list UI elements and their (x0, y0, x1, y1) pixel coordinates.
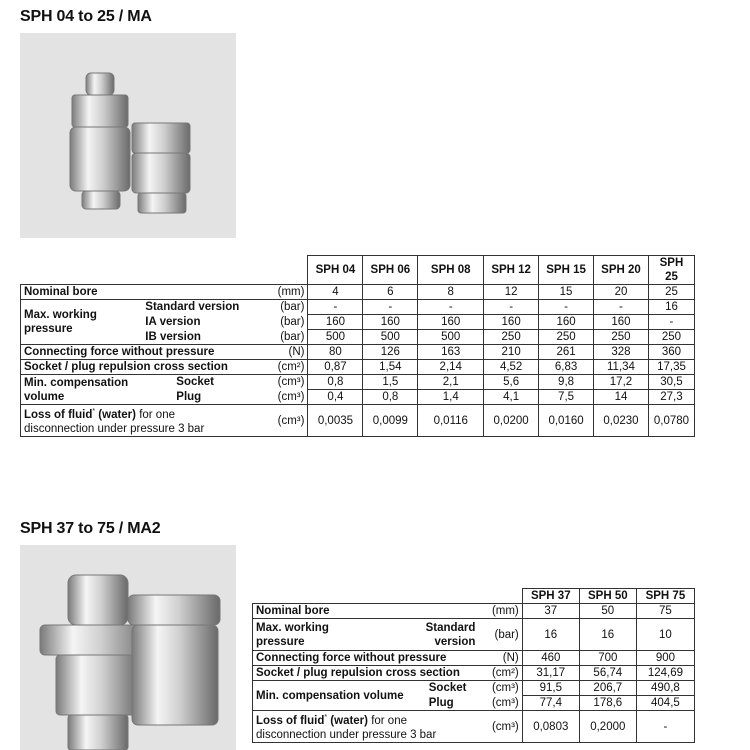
table-row: Loss of fluid* (water) for one disconnection under pressure 3 bar (cm³) 0,0803 0,2000 - (253, 711, 695, 743)
table-row: Plug (cm³) 77,4 178,6 404,5 (253, 696, 695, 711)
section2-product-photo (20, 545, 236, 750)
table-row: Socket / plug repulsion cross section (cm²) 0,87 1,54 2,14 4,52 6,83 11,34 17,35 (21, 360, 695, 375)
table-row: Min. compensation volume Socket (cm³) 0,8 1,5 2,1 5,6 9,8 17,2 30,5 (21, 375, 695, 390)
sub-row-label: Standard version (142, 300, 244, 315)
row-unit: (mm) (244, 285, 308, 300)
table-row: Connecting force without pressure (N) 80 126 163 210 261 328 360 (21, 345, 695, 360)
column-header: SPH 04 (308, 256, 363, 285)
table-row: Max. working pressure Standard version (bar) - - - - - - 16 (21, 300, 695, 315)
sub-row-label: Socket (142, 375, 244, 390)
sub-row-label: Plug (426, 696, 479, 711)
row-label: Loss of fluid* (water) for one disconnection under pressure 3 bar (21, 405, 245, 437)
coupling-illustration (20, 545, 236, 750)
row-label: Socket / plug repulsion cross section (253, 666, 479, 681)
row-label: Min. compensation volume (21, 375, 143, 405)
row-label: Nominal bore (253, 604, 479, 619)
table-row: Socket / plug repulsion cross section (cm²) 31,17 56,74 124,69 (253, 666, 695, 681)
row-label: Loss of fluid* (water) for one disconnection under pressure 3 bar (253, 711, 479, 743)
column-header: SPH 20 (594, 256, 649, 285)
column-header: SPH 12 (484, 256, 539, 285)
table-row: IB version (bar) 500 500 500 250 250 250 250 (21, 330, 695, 345)
row-label: Min. compensation volume (253, 681, 426, 711)
sub-row-label: Plug (142, 390, 244, 405)
column-header: SPH 06 (363, 256, 418, 285)
table-row: Plug (cm³) 0,4 0,8 1,4 4,1 7,5 14 27,3 (21, 390, 695, 405)
table-row: Loss of fluid* (water) for one disconnection under pressure 3 bar (cm³) 0,0035 0,0099 0,0116 0,0200 0,0160 0,0230 0,0780 (21, 405, 695, 437)
section1-product-photo (20, 33, 236, 238)
row-label: Max. working pressure (253, 619, 382, 651)
table-row: Min. compensation volume Socket (cm³) 91,5 206,7 490,8 (253, 681, 695, 696)
row-label: Nominal bore (21, 285, 245, 300)
sub-row-label: IB version (142, 330, 244, 345)
row-label: Connecting force without pressure (21, 345, 245, 360)
column-header: SPH 75 (636, 589, 694, 604)
coupling-illustration (20, 33, 236, 238)
row-label: Max. working pressure (21, 300, 143, 345)
sub-row-label: Socket (426, 681, 479, 696)
sub-row-label: IA version (145, 316, 201, 328)
column-header: SPH 37 (522, 589, 579, 604)
column-header: SPH 15 (539, 256, 594, 285)
table-header-row (253, 589, 695, 604)
table-row: Connecting force without pressure (N) 460 700 900 (253, 651, 695, 666)
column-header: SPH 50 (579, 589, 636, 604)
row-label: Connecting force without pressure (253, 651, 479, 666)
row-label: Socket / plug repulsion cross section (21, 360, 245, 375)
sub-row-label: Standard version (382, 619, 479, 651)
section2-spec-table (252, 588, 695, 743)
table-row: Max. working pressure Standard version (bar) 16 16 10 (253, 619, 695, 651)
section2-title: SPH 37 to 75 / MA2 (20, 520, 161, 537)
table-row: IA version (bar) 160 160 160 160 160 160 - (21, 315, 695, 330)
table-header-row (21, 256, 695, 285)
section1-title: SPH 04 to 25 / MA (20, 8, 152, 25)
column-header: SPH 25 (648, 256, 694, 285)
table-row: Nominal bore (mm) 4 6 8 12 15 20 25 (21, 285, 695, 300)
section1-spec-table (20, 255, 695, 437)
table-row: Nominal bore (mm) 37 50 75 (253, 604, 695, 619)
column-header: SPH 08 (418, 256, 484, 285)
